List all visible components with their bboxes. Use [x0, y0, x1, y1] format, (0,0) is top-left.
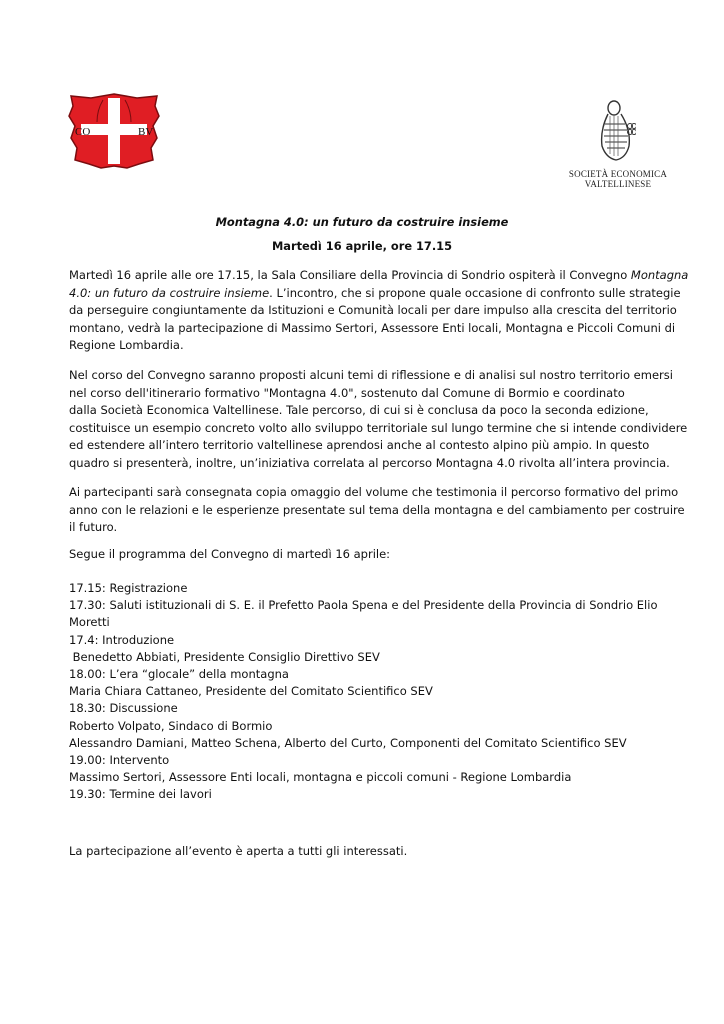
program-item: 18.30: Discussione: [69, 701, 178, 716]
paragraph-line: il futuro.: [69, 520, 118, 534]
cobv-shield-logo: [67, 92, 161, 170]
program-item: 18.00: L’era “glocale” della montagna: [69, 667, 289, 682]
intro-paragraph: [69, 267, 689, 355]
closing-note: La partecipazione all’evento è aperta a tutti gli interessati.: [69, 844, 408, 858]
program-intro: Segue il programma del Convegno di martedì 16 aprile:: [69, 547, 391, 561]
sev-figure-logo: [596, 100, 636, 162]
paragraph-line: dalla Società Economica Valtellinese. Tale percorso, di cui si è conclusa da poco la seconda edizione,: [69, 403, 649, 417]
paragraph-line: da perseguire congiuntamente da Istituzioni e Comunità locali per dare impulso alla crescita del territorio: [69, 303, 677, 317]
paragraph-line: montano, vedrà la partecipazione di Massimo Sertori, Assessore Enti locali, Montagna e Piccoli Comuni di: [69, 320, 676, 335]
paragraph-line: ed estendere all’intero territorio valtellinese aprendosi anche al contesto alpino più ampio. In questo: [69, 438, 650, 452]
paragraph-line: costituisce un esempio concreto volto allo sviluppo territoriale sul lungo termine che si intende condividere: [69, 420, 688, 435]
program-item: Benedetto Abbiati, Presidente Consiglio Direttivo SEV: [69, 649, 380, 664]
program-item: Moretti: [69, 615, 110, 630]
event-date: Martedì 16 aprile, ore 17.15: [271, 239, 453, 253]
paragraph-line: Martedì 16 aprile alle ore 17.15, la Sala Consiliare della Provincia di Sondrio ospiterà il Convegno Montagna: [69, 268, 689, 282]
org-name-line1: SOCIETÀ ECONOMICA: [568, 169, 668, 179]
document-title: Montagna 4.0: un futuro da costruire insieme: [215, 215, 509, 229]
paragraph-line: Regione Lombardia.: [69, 338, 184, 352]
program-item: 17.4: Introduzione: [69, 632, 175, 647]
program-item: Maria Chiara Cattaneo, Presidente del Comitato Scientifico SEV: [69, 684, 433, 699]
topics-paragraph: [69, 367, 688, 472]
program-item: 17.30: Saluti istituzionali di S. E. il Prefetto Paola Spena e del Presidente della Provincia di Sondrio Elio: [69, 598, 658, 613]
program-item: Alessandro Damiani, Matteo Schena, Alberto del Curto, Componenti del Comitato Scientifico SEV: [69, 735, 627, 750]
paragraph-line: nel corso dell'itinerario formativo "Montagna 4.0", sostenuto dal Comune di Bormio e coordinato: [69, 385, 625, 400]
program-item: 19.30: Termine dei lavori: [69, 787, 212, 802]
org-name-line2: VALTELLINESE: [584, 179, 652, 189]
program-item: Massimo Sertori, Assessore Enti locali, montagna e piccoli comuni - Regione Lombardia: [69, 770, 572, 785]
program-item: 17.15: Registrazione: [69, 581, 188, 595]
paragraph-line: Nel corso del Convegno saranno proposti alcuni temi di riflessione e di analisi sul nostro territorio emersi: [69, 368, 673, 382]
program-item: 19.00: Intervento: [69, 753, 170, 768]
program-list: [69, 580, 669, 804]
paragraph-line: 4.0: un futuro da costruire insieme. L’incontro, che si propone quale occasione di confronto sulle strategie: [69, 285, 681, 300]
logo-letters-left: CO: [75, 126, 91, 138]
gift-paragraph: [69, 484, 685, 537]
logo-letters-right: BV: [138, 126, 154, 138]
program-item: Roberto Volpato, Sindaco di Bormio: [69, 718, 273, 733]
paragraph-line: Ai partecipanti sarà consegnata copia omaggio del volume che testimonia il percorso formativo del primo: [69, 485, 679, 499]
paragraph-line: quadro si presenterà, inoltre, un’iniziativa correlata al percorso Montagna 4.0 rivolta all’intera provincia.: [69, 455, 670, 470]
paragraph-line: anno con le relazioni e le esperienze presentate sul tema della montagna e del cambiamento per costruire: [69, 502, 685, 517]
sev-org-name: [560, 169, 676, 189]
